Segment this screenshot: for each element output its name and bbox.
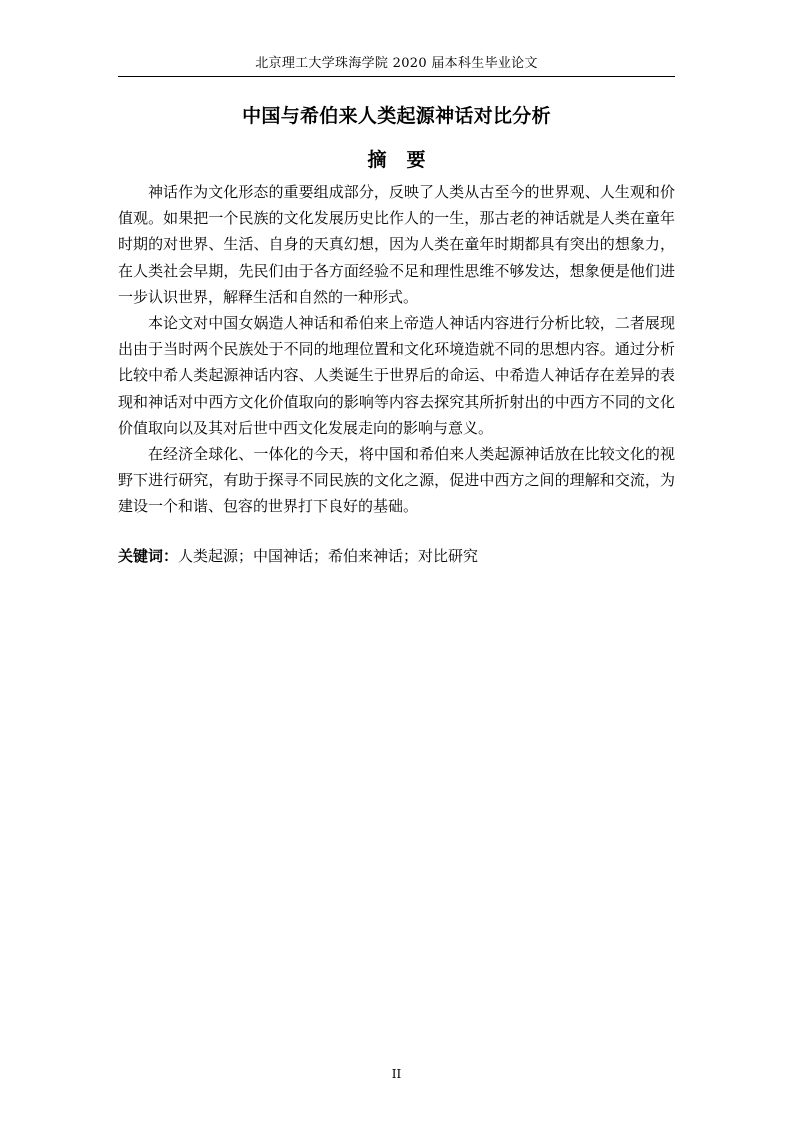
keywords-label: 关键词： <box>118 547 179 565</box>
abstract-paragraph-1: 神话作为文化形态的重要组成部分，反映了人类从古至今的世界观、人生观和价值观。如果把一个民族的文化发展历史比作人的一生，那古老的神话就是人类在童年时期的对世界、生活、自身的天真幻想，因为人类在童年时期都具有突出的想象力，在人类社会早期，先民们由于各方面经验不足和理性思维不够发达，想象便是他们进一步认识世界，解释生活和自然的一种形式。 <box>118 183 675 306</box>
abstract-heading: 摘要 <box>367 149 446 171</box>
abstract-body <box>118 179 675 520</box>
page-number: II <box>391 1067 402 1081</box>
keywords-line <box>118 543 675 569</box>
abstract-paragraph-2: 本论文对中国女娲造人神话和希伯来上帝造人神话内容进行分析比较，二者展现出由于当时两个民族处于不同的地理位置和文化环境造就不同的思想内容。通过分析比较中希人类起源神话内容、人类诞生于世界后的命运、中希造人神话存在差异的表现和神话对中西方文化价值取向的影响等内容去探究其所折射出的中西方不同的文化价值取向以及其对后世中西文化发展走向的影响与意义。 <box>118 314 675 437</box>
thesis-title: 中国与希伯来人类起源神话对比分析 <box>242 105 551 127</box>
abstract-paragraph-3: 在经济全球化、一体化的今天，将中国和希伯来人类起源神话放在比较文化的视野下进行研究，有助于探寻不同民族的文化之源，促进中西方之间的理解和交流，为建设一个和谐、包容的世界打下良好的基础。 <box>118 445 675 516</box>
keywords-value: 人类起源；中国神话；希伯来神话；对比研究 <box>178 547 479 565</box>
running-header: 北京理工大学珠海学院 2020 届本科生毕业论文 <box>255 56 538 71</box>
header-divider <box>118 76 675 77</box>
